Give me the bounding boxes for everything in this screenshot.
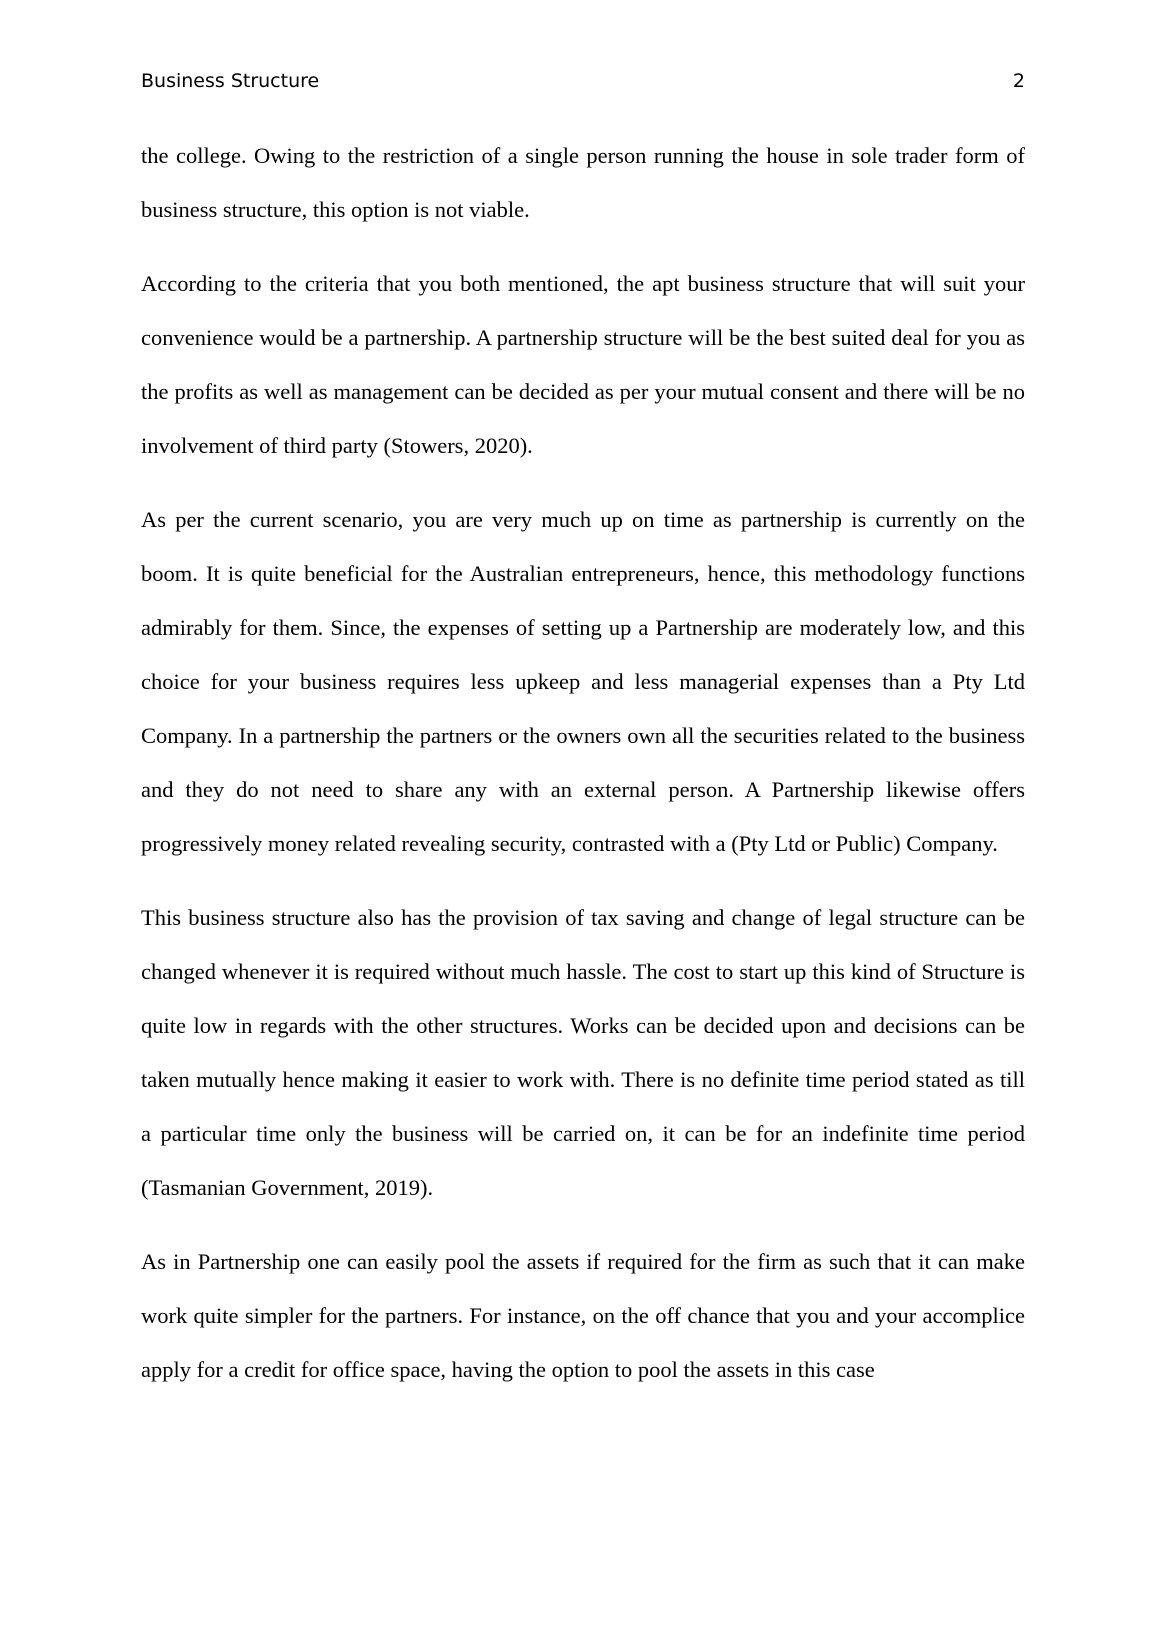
page-number: 2: [1012, 70, 1025, 92]
paragraph-1: the college. Owing to the restriction of a single person running the house in sole trader form of business structure, this option is not viable.: [141, 143, 1025, 222]
paragraph-2: According to the criteria that you both mentioned, the apt business structure that will suit your convenience would be a partnership. A partnership structure will be the best suited deal for you as the profits as well as management can be decided as per your mutual consent and there will be no involvement of third party (Stowers, 2020).: [141, 271, 1025, 458]
paragraph-3: As per the current scenario, you are very much up on time as partnership is currently on the boom. It is quite beneficial for the Australian entrepreneurs, hence, this methodology functions admirably for them. Since, the expenses of setting up a Partnership are moderately low, and this choice for your business requires less upkeep and less managerial expenses than a Pty Ltd Company. In a partnership the partners or the owners own all the securities related to the business and they do not need to share any with an external person. A Partnership likewise offers progressively money related revealing security, contrasted with a (Pty Ltd or Public) Company.: [141, 507, 1025, 856]
body-text: [141, 129, 1025, 1417]
paragraph-4: This business structure also has the provision of tax saving and change of legal structure can be changed whenever it is required without much hassle. The cost to start up this kind of Structure is quite low in regards with the other structures. Works can be decided upon and decisions can be taken mutually hence making it easier to work with. There is no definite time period stated as till a particular time only the business will be carried on, it can be for an indefinite time period (Tasmanian Government, 2019).: [141, 905, 1025, 1200]
paragraph-5: As in Partnership one can easily pool the assets if required for the firm as such that it can make work quite simpler for the partners. For instance, on the off chance that you and your accomplice apply for a credit for office space, having the option to pool the assets in this case: [141, 1249, 1025, 1382]
page-header: [141, 70, 1025, 98]
header-title: Business Structure: [141, 70, 320, 92]
